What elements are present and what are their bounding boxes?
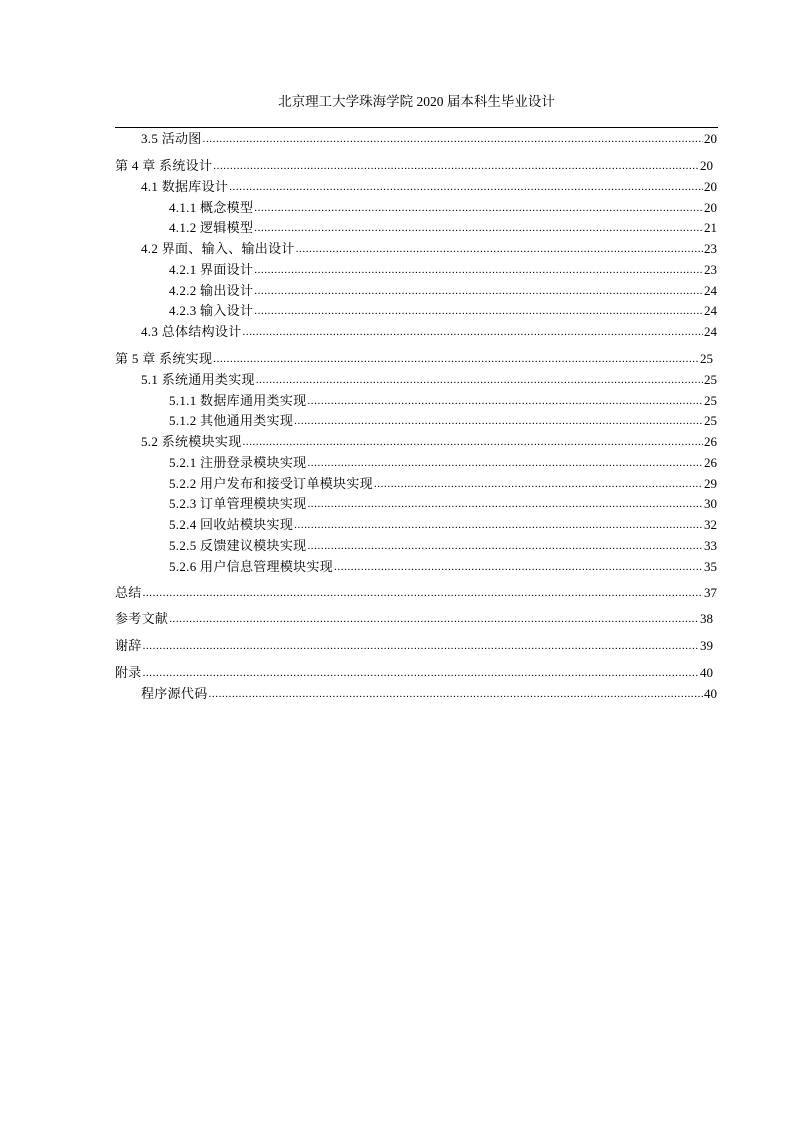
toc-entry-page: 24 <box>704 303 717 318</box>
toc-entry <box>169 517 717 533</box>
toc-dot-leader <box>307 393 703 409</box>
toc-dot-leader <box>256 372 703 388</box>
toc-entry-title: 5.2.6 用户信息管理模块实现 <box>169 559 334 574</box>
toc-entry-title: 4.1.1 概念模型 <box>169 200 254 215</box>
toc-dot-leader <box>254 283 703 299</box>
toc-entry-title: 3.5 活动图 <box>141 131 202 146</box>
toc-entry <box>169 303 717 319</box>
toc-entry-page: 23 <box>704 262 717 277</box>
toc-entry-page: 26 <box>704 434 717 449</box>
toc-dot-leader <box>143 585 703 601</box>
toc-entry-title: 4.3 总体结构设计 <box>141 324 242 339</box>
toc-entry-title: 5.2.5 反馈建议模块实现 <box>169 538 307 553</box>
toc-dot-leader <box>143 638 699 654</box>
toc-entry <box>141 686 717 702</box>
toc-dot-leader <box>254 262 703 278</box>
toc-entry <box>169 283 717 299</box>
toc-entry-title: 5.2.4 回收站模块实现 <box>169 517 294 532</box>
toc-dot-leader <box>143 665 699 681</box>
toc-entry-title: 4.2.1 界面设计 <box>169 262 254 277</box>
toc-entry-title: 5.2.1 注册登录模块实现 <box>169 455 307 470</box>
toc-entry <box>141 372 717 388</box>
toc-entry <box>115 585 717 601</box>
toc-dot-leader <box>243 324 704 340</box>
toc-entry-page: 24 <box>704 324 717 339</box>
toc-entry-title: 附录 <box>115 665 142 680</box>
toc-dot-leader <box>294 413 703 429</box>
toc-entry-page: 23 <box>704 241 717 256</box>
toc-entry <box>169 413 717 429</box>
toc-entry <box>169 476 717 492</box>
toc-entry-title: 4.2 界面、输入、输出设计 <box>141 241 295 256</box>
toc-entry-page: 20 <box>704 131 717 146</box>
toc-dot-leader <box>307 538 703 554</box>
toc-entry-page: 39 <box>700 638 713 653</box>
toc-entry-page: 25 <box>700 351 713 366</box>
toc-entry-page: 25 <box>704 393 717 408</box>
toc-entry-page: 29 <box>704 476 717 491</box>
toc-entry-page: 25 <box>704 413 717 428</box>
toc-entry-page: 30 <box>704 496 717 511</box>
toc-entry-page: 20 <box>704 200 717 215</box>
toc-dot-leader <box>254 303 703 319</box>
toc-entry-title: 谢辞 <box>115 638 142 653</box>
toc-entry-title: 4.1 数据库设计 <box>141 179 229 194</box>
toc-entry-title: 5.2 系统模块实现 <box>141 434 242 449</box>
toc-entry-title: 5.1.1 数据库通用类实现 <box>169 393 307 408</box>
toc-entry <box>141 131 717 147</box>
toc-entry-page: 20 <box>704 179 717 194</box>
toc-entry <box>169 393 717 409</box>
toc-dot-leader <box>254 200 703 216</box>
toc-entry-title: 4.1.2 逻辑模型 <box>169 220 254 235</box>
toc-entry <box>141 434 717 450</box>
toc-entry-page: 21 <box>704 220 717 235</box>
toc-entry <box>169 262 717 278</box>
toc-dot-leader <box>169 611 699 627</box>
toc-entry-title: 4.2.2 输出设计 <box>169 283 254 298</box>
toc-dot-leader <box>296 241 703 257</box>
toc-entry-page: 26 <box>704 455 717 470</box>
toc-entry-title: 4.2.3 输入设计 <box>169 303 254 318</box>
toc-entry-page: 20 <box>700 158 713 173</box>
toc-entry <box>169 220 717 236</box>
toc-entry-title: 5.2.2 用户发布和接受订单模块实现 <box>169 476 373 491</box>
toc-entry <box>141 241 717 257</box>
toc-entry-page: 40 <box>700 665 713 680</box>
toc-dot-leader <box>203 131 703 147</box>
toc-entry-page: 38 <box>700 611 713 626</box>
toc-dot-leader <box>213 158 699 174</box>
page-header: 北京理工大学珠海学院 2020 届本科生毕业设计 <box>278 94 555 109</box>
toc-dot-leader <box>334 559 703 575</box>
toc-entry <box>169 559 717 575</box>
toc-entry-page: 35 <box>704 559 717 574</box>
toc-entry-title: 5.2.3 订单管理模块实现 <box>169 496 307 511</box>
toc-entry <box>141 324 717 340</box>
toc-entry-page: 25 <box>704 372 717 387</box>
header-divider <box>115 127 718 128</box>
toc-dot-leader <box>374 476 703 492</box>
toc-dot-leader <box>307 496 703 512</box>
toc-dot-leader <box>213 351 699 367</box>
toc-entry-title: 第 4 章 系统设计 <box>115 158 213 173</box>
toc-entry <box>169 538 717 554</box>
toc-dot-leader <box>254 220 703 236</box>
toc-entry-title: 5.1 系统通用类实现 <box>141 372 255 387</box>
toc-entry <box>141 179 717 195</box>
toc-entry-title: 第 5 章 系统实现 <box>115 351 213 366</box>
toc-entry-page: 40 <box>704 686 717 701</box>
toc-entry <box>115 611 713 627</box>
toc-entry <box>115 158 713 174</box>
toc-entry-title: 程序源代码 <box>141 686 208 701</box>
toc-entry-title: 5.1.2 其他通用类实现 <box>169 413 294 428</box>
toc-dot-leader <box>294 517 703 533</box>
toc-entry-page: 24 <box>704 283 717 298</box>
toc-dot-leader <box>307 455 703 471</box>
toc-dot-leader <box>243 434 704 450</box>
toc-entry-title: 参考文献 <box>115 611 169 626</box>
toc-dot-leader <box>209 686 703 702</box>
toc-entry <box>115 665 713 681</box>
toc-entry <box>169 496 717 512</box>
toc-entry-page: 37 <box>704 585 717 600</box>
toc-entry <box>169 200 717 216</box>
toc-entry <box>115 638 713 654</box>
toc-entry-page: 32 <box>704 517 717 532</box>
toc-entry-title: 总结 <box>115 585 142 600</box>
toc-entry <box>115 351 713 367</box>
toc-entry-page: 33 <box>704 538 717 553</box>
toc-dot-leader <box>229 179 703 195</box>
toc-entry <box>169 455 717 471</box>
